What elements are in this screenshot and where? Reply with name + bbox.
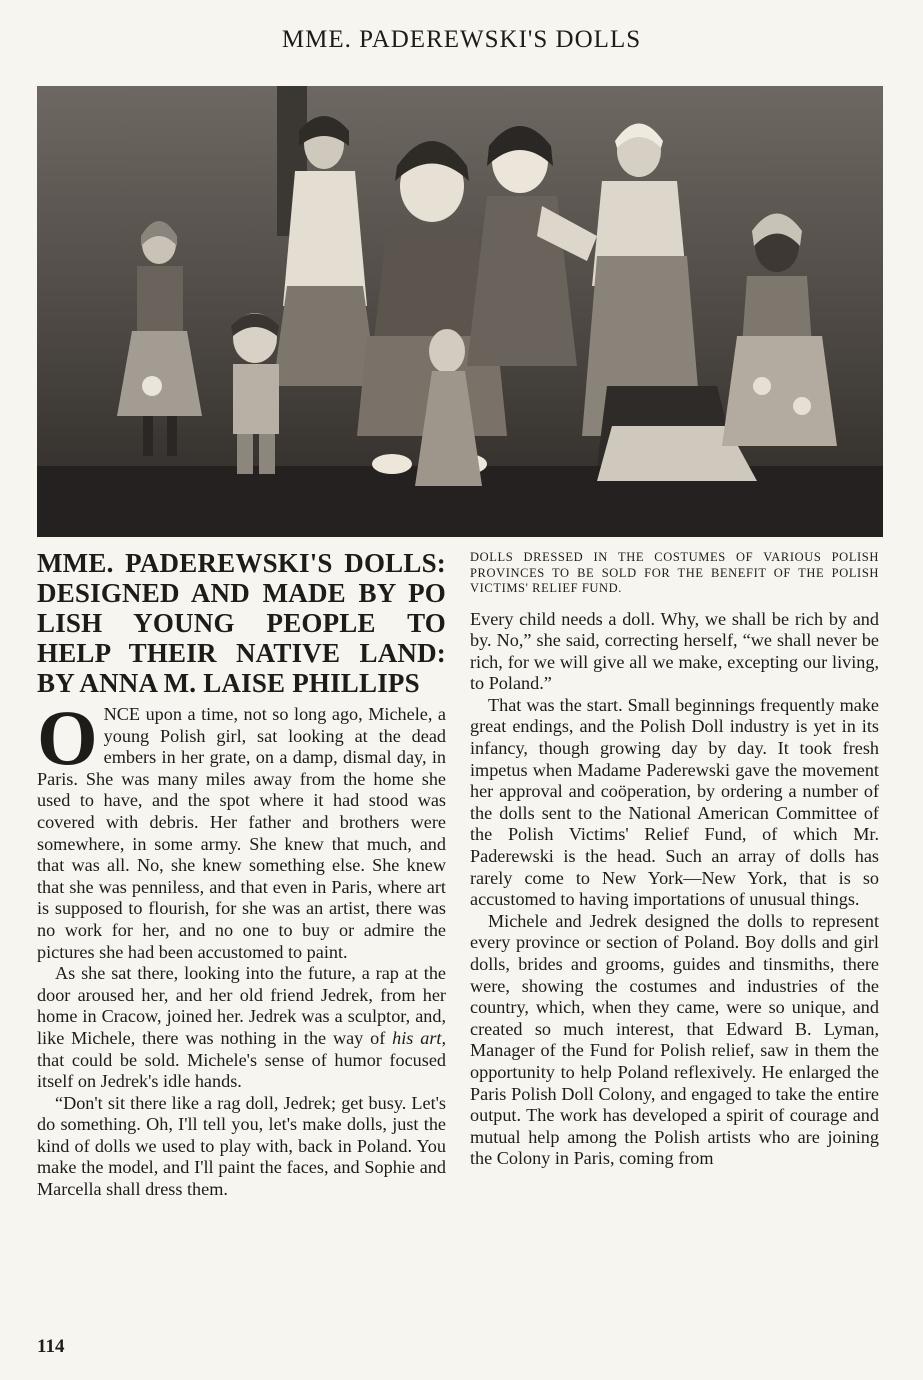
running-head: MME. PADEREWSKI'S DOLLS xyxy=(281,26,642,53)
left-column xyxy=(37,548,446,1201)
paragraph-2-text-b: that could be sold. Michele's sense of humor focused itself on Jedrek's idle hands. xyxy=(37,1049,446,1092)
lead-in: NCE xyxy=(103,704,141,724)
paragraph-1-text: upon a time, not so long ago, Michele, a young Polish girl, sat looking at the dead embers in her grate, on a damp, dismal day, in Paris. She was many miles away from the home she used to have, and the spot where it had stood was covered with debris. Her father and brothers were somewhere, in some army. She knew that much, and that was all. No, she knew something else. She knew that she was penniless, and that even in Paris, where art is supposed to flourish, for she was an artist, there was no work for her, and no one to buy or admire the pictures she had been accustomed to paint. xyxy=(37,704,446,962)
paragraph-3: “Don't sit there like a rag doll, Jedrek; get busy. Let's do something. Oh, I'll tell you, let's make dolls, just the kind of dolls we used to play with, back in Poland. You make the model, and I'll paint the faces, and Sophie and Marcella shall dress them. xyxy=(37,1092,446,1200)
right-column xyxy=(470,550,879,1170)
dolls-photograph-icon xyxy=(37,86,883,537)
paragraph-1 xyxy=(37,694,446,963)
paragraph-5: That was the start. Small beginnings frequently make great endings, and the Polish Doll industry is yet in its infancy, though growing day by day. It took fresh impetus when Madame Paderewski gave the movement her approval and coöperation, by ordering a number of the dolls sent to the National American Committee of the Polish Victims' Relief Fund, of which Mr. Paderewski is the head. Such an array of dolls has rarely come to New York—New York, that is so accustomed to having importations of unusual things. xyxy=(470,694,879,910)
paragraph-2-emphasis: his art, xyxy=(392,1027,446,1048)
page-number: 114 xyxy=(37,1336,65,1357)
paragraph-4: Every child needs a doll. Why, we shall be rich by and by. No,” she said, correcting herself, “we shall never be rich, for we will give all we make, excepting our living, to Poland.” xyxy=(470,608,879,694)
paragraph-6: Michele and Jedrek designed the dolls to represent every province or section of Poland. Boy dolls and girl dolls, brides and grooms, guides and tinsmiths, there were, showing the costumes and industries of the country, which, when they came, were so unique, and created so much interest, that Edward B. Lyman, Manager of the Fund for Polish relief, saw in them the opportunity to help Poland reflexively. He enlarged the Paris Polish Doll Colony, and engaged to take the entire output. The work has developed a spirit of courage and mutual help among the Polish artists who are joining the Colony in Paris, coming from xyxy=(470,910,879,1169)
paragraph-2-text-a: As she sat there, looking into the future, a rap at the door aroused her, and her old friend Jedrek, from her home in Cracow, joined her. Jedrek was a sculptor, and, like Michele, there was nothing in the way of xyxy=(37,963,446,1048)
paragraph-2 xyxy=(37,963,446,1093)
drop-cap: O xyxy=(37,694,98,781)
article-headline: MME. PADEREWSKI'S DOLLS: DESIGNED AND MADE BY PO LISH YOUNG PEOPLE TO HELP THEIR NATIVE LAND: BY ANNA M. LAISE PHILLIPS xyxy=(37,548,446,698)
photo-caption: DOLLS DRESSED IN THE COSTUMES OF VARIOUS POLISH PROVINCES TO BE SOLD FOR THE BENEFIT OF THE POLISH VICTIMS' RELIEF FUND. xyxy=(470,550,879,595)
